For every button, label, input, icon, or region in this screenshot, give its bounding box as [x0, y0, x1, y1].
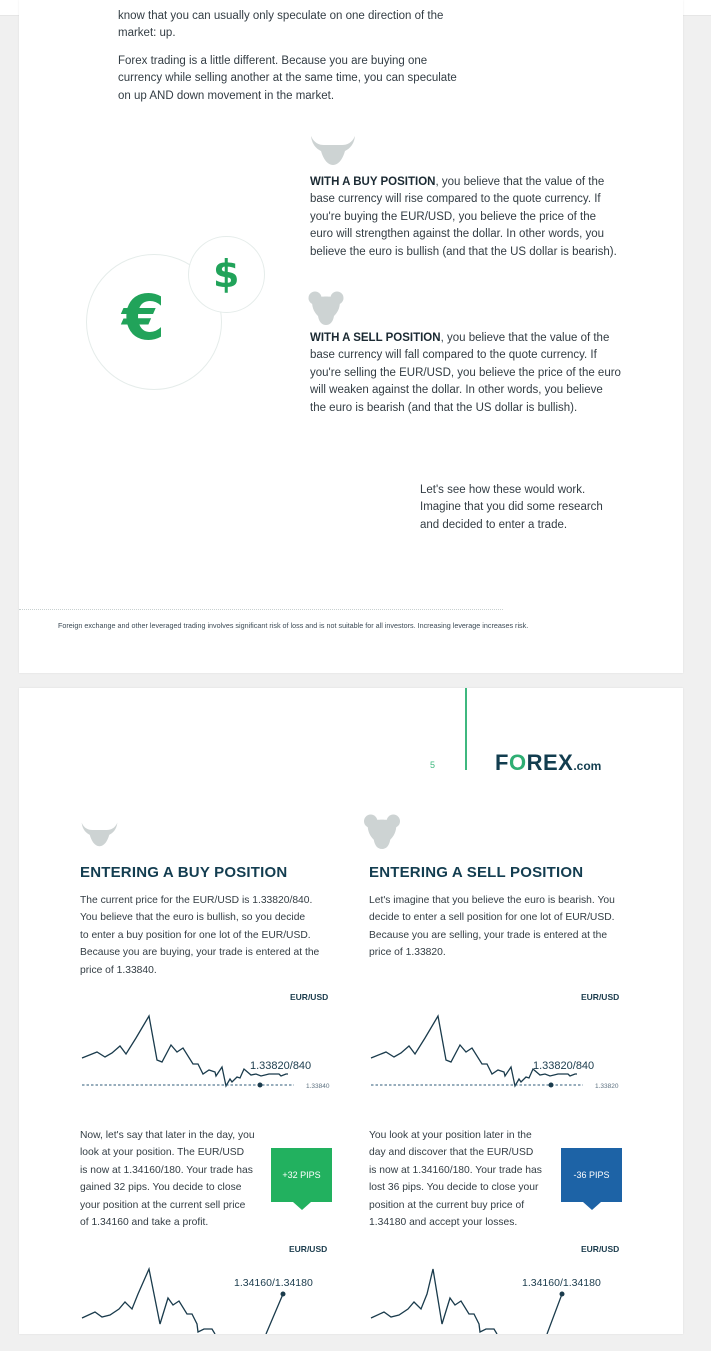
buy-exit-chart: [80, 1262, 335, 1334]
intro-text: [118, 8, 443, 43]
sell-position-paragraph: [310, 330, 621, 417]
lets-see-paragraph: [420, 482, 603, 534]
text-line: the euro is bearish (and that the US dollar is bullish).: [310, 401, 578, 414]
document-page-4: [19, 0, 683, 673]
text-line: Because you are selling, your trade is entered at the: [369, 929, 608, 941]
buy-position-paragraph: [310, 174, 617, 261]
text-line: You believe that the euro is bullish, so you decide: [80, 912, 306, 924]
sell-heading: ENTERING A SELL POSITION: [369, 864, 584, 881]
minus-pips-badge: -36 PIPS: [561, 1148, 622, 1202]
level-label: 1.33840: [306, 1083, 330, 1090]
price-line: [82, 1016, 288, 1086]
price-line: [371, 1269, 497, 1334]
logo-letter: F: [495, 750, 509, 775]
text-line: you're selling the EUR/USD, you believe the price of the euro: [310, 366, 621, 379]
text-line: will weaken against the dollar. In other words, you believe: [310, 384, 603, 397]
buy-heading: ENTERING A BUY POSITION: [80, 864, 288, 881]
buy-paragraph: [80, 892, 319, 979]
dollar-icon: $: [213, 252, 240, 296]
sell-followup-paragraph: [369, 1127, 542, 1231]
bull-icon: [310, 134, 356, 166]
logo-domain: .com: [573, 759, 602, 773]
price-line: [371, 1016, 577, 1086]
buy-lead: WITH A BUY POSITION: [310, 176, 436, 188]
text-line: you're buying the EUR/USD, you believe the price of the: [310, 210, 597, 223]
page-number: 5: [430, 760, 436, 770]
text-line: , you believe that the value of the: [435, 176, 605, 188]
price-line-rise: [547, 1294, 562, 1334]
text-line: is now at 1.34160/180. Your trade has: [80, 1164, 253, 1176]
logo-letters: REX: [526, 750, 574, 775]
logo-o-mark: O: [508, 750, 527, 775]
text-line: your position at the current sell price: [80, 1199, 246, 1211]
text-line: is now at 1.34160/180. Your trade has: [369, 1164, 542, 1176]
text-line: decide to enter a sell position for one lot of EUR/USD.: [369, 912, 615, 924]
buy-chart2-pair: EUR/USD: [289, 1244, 328, 1254]
text-line: Imagine that you did some research: [420, 501, 603, 514]
buy-followup-paragraph: [80, 1127, 255, 1231]
price-label: 1.33820/840: [250, 1060, 312, 1072]
price-line: [82, 1269, 215, 1334]
buy-entry-chart: [80, 1010, 335, 1100]
text-line: price of 1.33840.: [80, 964, 157, 976]
forex-logo: [495, 750, 601, 776]
sell-chart1-pair: EUR/USD: [581, 992, 620, 1002]
text-line: You look at your position later in the: [369, 1130, 532, 1141]
text-line: day and discover that the EUR/USD: [369, 1147, 534, 1159]
text-line: on up AND down movement in the market.: [118, 89, 335, 102]
price-label: 1.34160/1.34180: [522, 1277, 601, 1289]
text-line: base currency will rise compared to the quote currency. If: [310, 193, 601, 206]
risk-disclaimer: Foreign exchange and other leveraged trading involves significant risk of loss and is not suitable for all investors. Increasing leverage increases risk.: [58, 621, 529, 630]
text-line: Let's see how these would work.: [420, 484, 586, 496]
document-page-5: [19, 688, 683, 1334]
text-line: look at your position. The EUR/USD: [80, 1147, 245, 1159]
euro-icon: €: [122, 281, 166, 354]
text-line: , you believe that the value of the: [440, 332, 610, 344]
price-label: 1.33820/840: [533, 1060, 595, 1072]
sell-exit-chart: [369, 1262, 629, 1334]
buy-chart1-pair: EUR/USD: [290, 992, 329, 1002]
bull-icon: [80, 821, 119, 847]
text-line: and decided to enter a trade.: [420, 518, 568, 531]
bear-icon: [308, 291, 344, 326]
intro-line-1: know that you can usually only speculate on one direction of the: [118, 10, 444, 22]
sell-lead: WITH A SELL POSITION: [310, 332, 441, 344]
text-line: The current price for the EUR/USD is 1.33820/840.: [80, 895, 313, 906]
exit-point: [281, 1292, 286, 1297]
price-label: 1.34160/1.34180: [234, 1277, 313, 1289]
text-line: Forex trading is a little different. Because you are buying one: [118, 55, 428, 67]
text-line: Now, let's say that later in the day, you: [80, 1130, 255, 1141]
sell-chart2-pair: EUR/USD: [581, 1244, 620, 1254]
text-line: Let's imagine that you believe the euro is bearish. You: [369, 895, 615, 906]
text-line: currency while selling another at the same time, you can speculate: [118, 72, 457, 85]
text-line: believe the euro is bullish (and that the US dollar is bearish).: [310, 245, 617, 258]
sell-entry-chart: [369, 1010, 629, 1100]
text-line: 1.34180 and accept your losses.: [369, 1217, 518, 1229]
text-line: position at the current buy price of: [369, 1199, 525, 1211]
text-line: euro will strengthen against the dollar. In other words, you: [310, 228, 605, 241]
text-line: gained 32 pips. You decide to close: [80, 1182, 242, 1194]
plus-pips-badge: +32 PIPS: [271, 1148, 332, 1202]
bear-icon: [363, 814, 401, 850]
price-line-rise: [266, 1294, 283, 1334]
sell-paragraph: [369, 892, 615, 962]
text-line: to enter a buy position for one lot of the EUR/USD.: [80, 929, 311, 941]
text-line: lost 36 pips. You decide to close your: [369, 1182, 539, 1194]
text-line: of 1.34160 and take a profit.: [80, 1217, 209, 1229]
exit-point: [560, 1292, 565, 1297]
entry-point: [258, 1083, 263, 1088]
text-line: price of 1.33820.: [369, 947, 446, 959]
forex-paragraph: [118, 53, 457, 105]
intro-line-2: market: up.: [118, 27, 176, 40]
level-label: 1.33820: [595, 1083, 619, 1090]
header-divider: [465, 688, 467, 770]
text-line: base currency will fall compared to the quote currency. If: [310, 349, 597, 362]
footer-divider: [19, 609, 503, 610]
entry-point: [549, 1083, 554, 1088]
text-line: Because you are buying, your trade is entered at the: [80, 947, 320, 959]
